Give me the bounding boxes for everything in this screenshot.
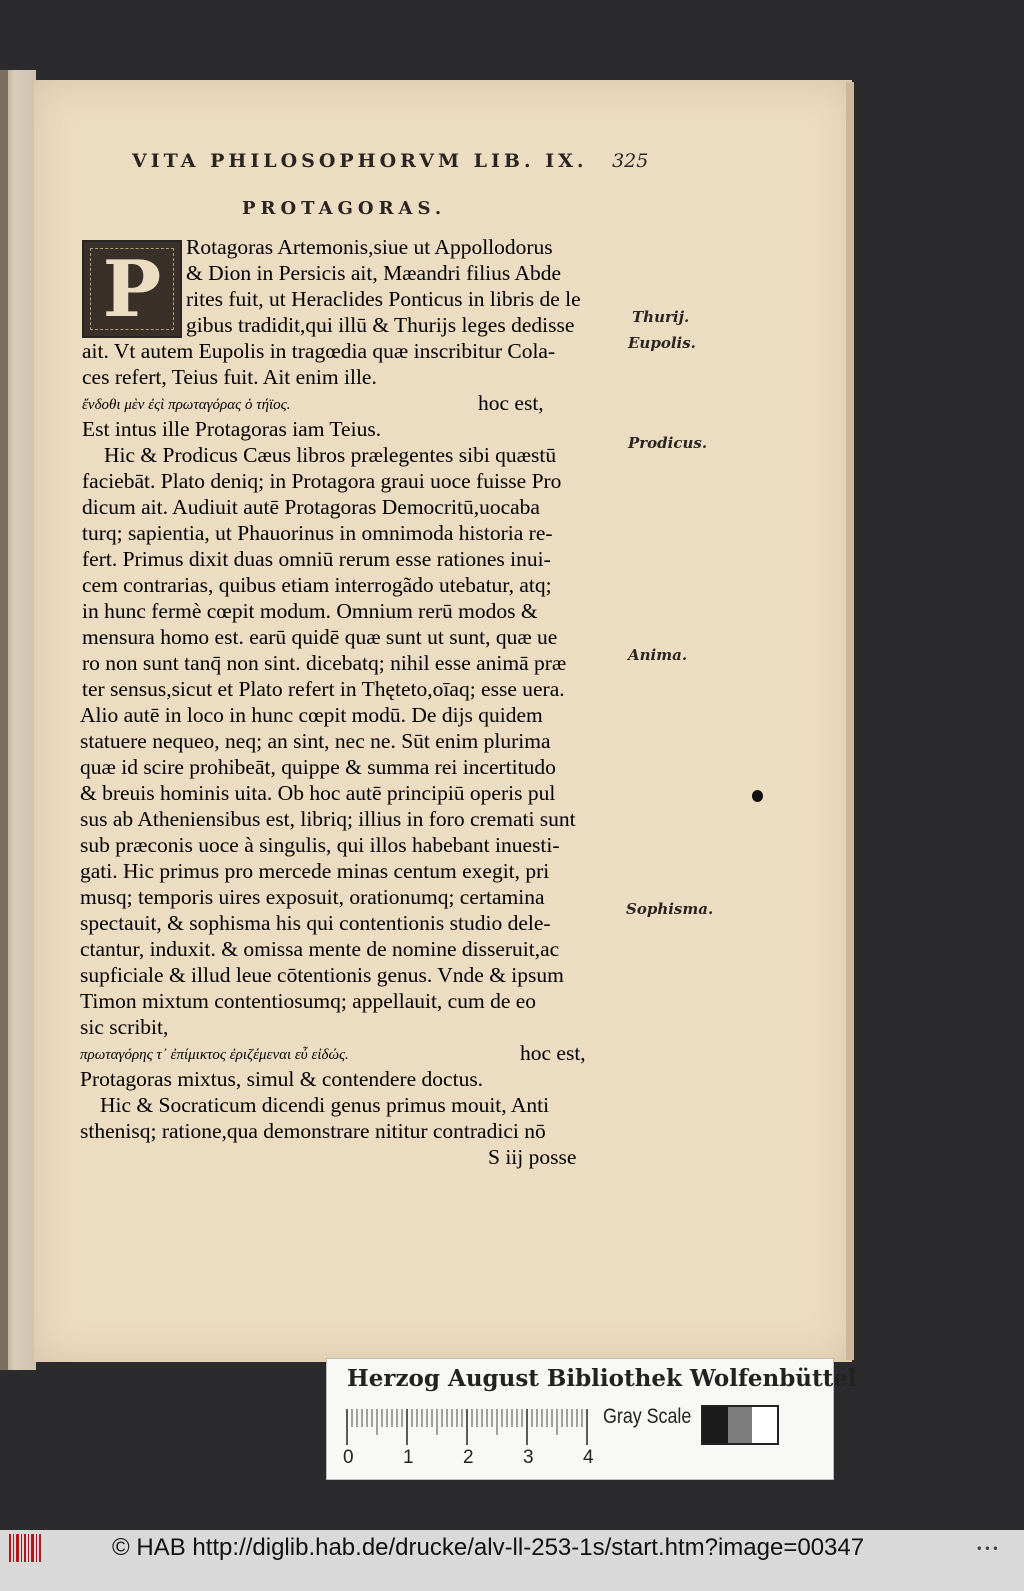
greek-verse: ἔνδοθι μὲν ἐςὶ πρωταγόρας ὁ τήϊος. [82,397,291,413]
text-line: cem contrarias, quibus etiam interrogãdo utebatur, atq; [82,573,552,597]
ruler [345,1407,600,1447]
barcode-icon [8,1532,44,1564]
ruler-numbers [341,1447,621,1471]
text-line: spectauit, & sophisma his qui contentionis studio dele- [80,911,551,935]
text-line: in hunc fermè cœpit modum. Omnium rerū modos & [82,599,538,623]
text-line: dicum ait. Audiuit autē Protagoras Democritū,uocaba [82,495,540,519]
text-line: ait. Vt autem Eupolis in tragœdia quæ inscribitur Cola- [82,339,556,363]
text-line: faciebāt. Plato deniq; in Protagora graui uoce fuisse Pro [82,469,562,493]
gray-scale-swatches [701,1405,779,1445]
more-options-icon[interactable]: ••• [975,1542,1000,1556]
initial-ornament-border [90,248,174,330]
margin-note-anima: Anima. [628,646,688,664]
text-line: fert. Primus dixit duas omniū rerum esse rationes inui- [82,547,551,571]
library-name: Herzog August Bibliothek Wolfenbüttel [347,1365,857,1392]
text-line: & breuis hominis uita. Ob hoc autē principiū operis pul [80,781,556,805]
gray-swatch-light [752,1407,777,1443]
ruler-number: 3 [523,1447,534,1468]
text-line: & Dion in Persicis ait, Mæandri filius Abde [186,261,562,285]
margin-note-eupolis: Eupolis. [628,334,696,352]
text-line: Est intus ille Protagoras iam Teius. [82,417,382,441]
text-line: S iij posse [488,1145,577,1169]
text-line: ter sensus,sicut et Plato refert in Thęteto,oīaq; esse uera. [82,677,565,701]
gloss-text: hoc est, [478,391,544,415]
gray-swatch-mid [728,1407,753,1443]
running-head-title: VITA PHILOSOPHORVM LIB. IX. [132,150,588,172]
gray-scale-label: Gray Scale [603,1405,692,1428]
gray-swatch-dark [703,1407,728,1443]
running-head [132,150,648,172]
margin-note-thurij: Thurij. [632,308,690,326]
text-line: rites fuit, ut Heraclides Ponticus in libris de le [186,287,581,311]
text-line: Timon mixtum contentiosumq; appellauit, cum de eo [80,989,537,1013]
margin-note-prodicus: Prodicus. [628,434,708,452]
ruler-number: 2 [463,1447,474,1468]
text-line: sthenisq; ratione,qua demonstrare nititur contradici nō [80,1119,546,1143]
text-line: sic scribit, [80,1015,169,1039]
margin-note-sophisma: Sophisma. [626,900,714,918]
decorated-initial [82,240,182,338]
footer-bar [0,1530,1024,1591]
text-line: sus ab Atheniensibus est, libriq; illius in foro cremati sunt [80,807,576,831]
text-line: Hic & Prodicus Cæus libros prælegentes sibi quæstū [104,443,557,467]
color-scale-card [326,1358,857,1480]
text-line: turq; sapientia, ut Phauorinus in omnimoda historia re- [82,521,553,545]
text-line: Protagoras mixtus, simul & contendere doctus. [80,1067,484,1091]
text-line: mensura homo est. earū quidē quæ sunt ut sunt, quæ ue [82,625,558,649]
ruler-number: 4 [583,1447,594,1468]
chapter-title: PROTAGORAS. [242,198,447,219]
page-number: 325 [612,150,649,172]
text-line: Hic & Socraticum dicendi genus primus mouit, Anti [100,1093,550,1117]
text-line: gibus tradidit,qui illū & Thurijs leges dedisse [186,313,575,337]
text-line: statuere nequeo, neq; an sint, nec ne. Sūt enim plurima [80,729,551,753]
text-line: ctantur, induxit. & omissa mente de nomine disseruit,ac [80,937,560,961]
ink-spot [752,790,763,802]
text-line: quæ id scire prohibeāt, quippe & summa rei incertitudo [80,755,556,779]
binding-shadow [0,70,8,1370]
ruler-number: 0 [343,1447,354,1468]
initial-letter: P [102,243,162,335]
text-line: sub præconis uoce à singulis, qui illos habebant inuesti- [80,833,560,857]
text-line: Alio autē in loco in hunc cœpit modū. De dijs quidem [80,703,543,727]
text-line: musq; temporis uires exposuit, orationumq; certamina [80,885,545,909]
gloss-text: hoc est, [520,1041,586,1065]
text-line: ces refert, Teius fuit. Ait enim ille. [82,365,377,389]
text-line: gati. Hic primus pro mercede minas centum exegit, pri [80,859,550,883]
text-line: ro non sunt tanq̄ non sint. dicebatq; nihil esse animā præ [82,651,567,675]
text-line: supficiale & illud leue cōtentionis genus. Vnde & ipsum [80,963,564,987]
text-line: Rotagoras Artemonis,siue ut Appollodorus [186,235,553,259]
greek-verse: πρωταγόρης τ᾽ ἐπίμικτος ἐριζέμεναι εὖ εἰδώς. [80,1047,349,1063]
page-edge [846,82,854,1360]
ruler-number: 1 [403,1447,414,1468]
copyright-url: © HAB http://diglib.hab.de/drucke/alv-ll-253-1s/start.htm?image=00347 [112,1534,865,1561]
